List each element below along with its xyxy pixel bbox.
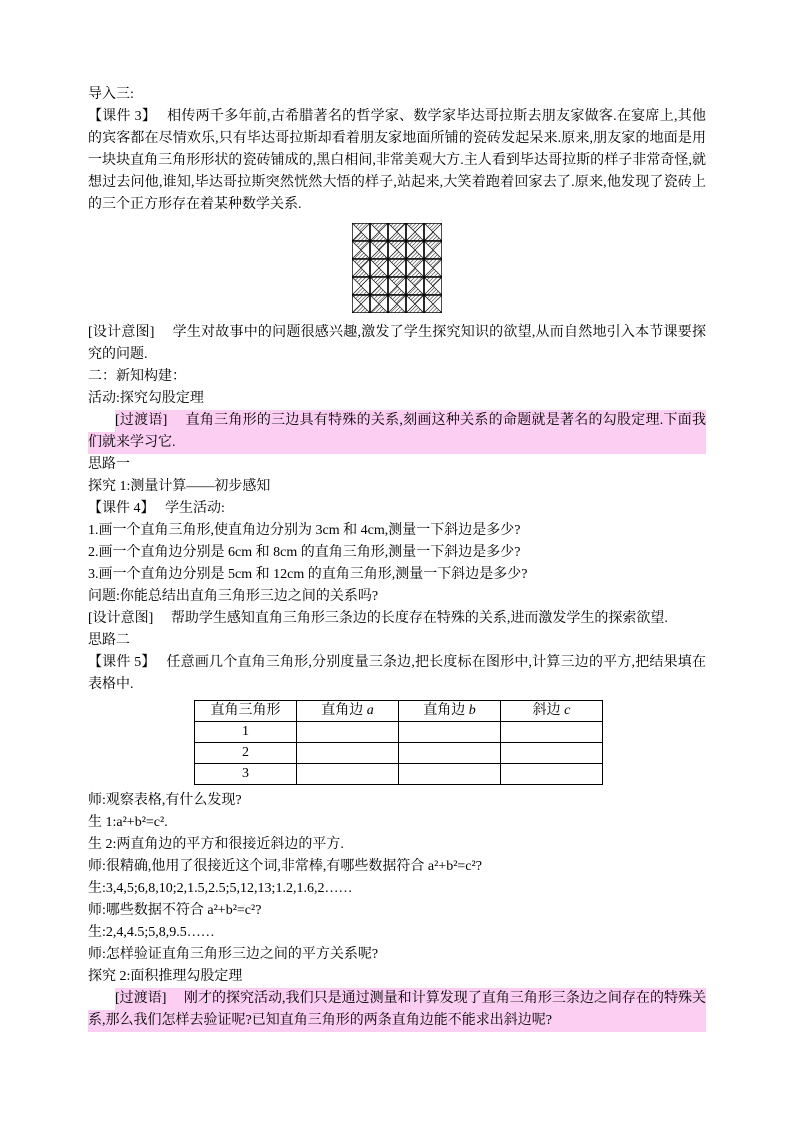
dialog-student-line: 生:2,4,4.5;5,8,9.5…… [88, 925, 215, 940]
task-2: 2.画一个直角边分别是 6cm 和 8cm 的直角三角形,测量一下斜边是多少? [88, 545, 521, 560]
table-cell-empty [501, 764, 603, 785]
document-page [88, 84, 706, 1032]
table-header-leg-b: 直角边 b [399, 701, 501, 722]
courseware5-paragraph: 【课件 5】 任意画几个直角三角形,分别度量三条边,把长度标在图形中,计算三边的平方,把结果填在表格中. [88, 655, 706, 692]
inquiry1-heading: 探究 1:测量计算——初步感知 [88, 479, 271, 494]
dialog-student-line: 生:3,4,5;6,8,10;2,1.5,2.5;5,12,13;1.2,1.6,2…… [88, 881, 353, 896]
table-cell-row-number: 1 [195, 722, 297, 743]
intro-heading: 导入三: [88, 87, 134, 102]
design-intent-2-paragraph: [设计意图] 帮助学生感知直角三角形三条边的长度存在特殊的关系,进而激发学生的探索欲望. [88, 611, 668, 626]
table-cell-empty [297, 743, 399, 764]
question-line: 问题:你能总结出直角三角形三边之间的关系吗? [88, 589, 379, 604]
table-header-leg-a: 直角边 a [297, 701, 399, 722]
table-header-row [195, 701, 603, 722]
courseware4-heading: 【课件 4】 学生活动: [88, 501, 225, 516]
task-3: 3.画一个直角边分别是 5cm 和 12cm 的直角三角形,测量一下斜边是多少? [88, 567, 528, 582]
task-1: 1.画一个直角三角形,使直角边分别为 3cm 和 4cm,测量一下斜边是多少? [88, 523, 521, 538]
transition-paragraph-1: [过渡语] 直角三角形的三边具有特殊的关系,刻画这种关系的命题就是著名的勾股定理.下面我们就来学习它. [88, 410, 706, 454]
inquiry2-heading: 探究 2:面积推理勾股定理 [88, 969, 243, 984]
dialog-student1-line: 生 1:a²+b²=c². [88, 815, 168, 830]
courseware3-story-paragraph: 【课件 3】 相传两千多年前,古希腊著名的哲学家、数学家毕达哥拉斯去朋友家做客.在宴席上,其他的宾客都在尽情欢乐,只有毕达哥拉斯却看着朋友家地面所铺的瓷砖发起呆来.原来,朋友家的地面是用一块块直角三角形形状的瓷砖铺成的,黑白相间,非常美观大方.主人看到毕达哥拉斯的样子非常奇怪,就想过去问他,谁知,毕达哥拉斯突然恍然大悟的样子,站起来,大笑着跑着回家去了.原来,他发现了瓷砖上的三个正方形存在着某种数学关系. [88, 109, 706, 212]
dialog-teacher-line: 师:观察表格,有什么发现? [88, 793, 242, 808]
table-header-triangle: 直角三角形 [195, 701, 297, 722]
table-row [195, 764, 603, 785]
table-cell-row-number: 2 [195, 743, 297, 764]
table-cell-empty [501, 722, 603, 743]
table-cell-empty [297, 764, 399, 785]
table-row [195, 743, 603, 764]
measurement-table [194, 700, 603, 785]
table-cell-empty [297, 722, 399, 743]
dialog-teacher-line: 师:哪些数据不符合 a²+b²=c²? [88, 903, 262, 918]
table-cell-empty [399, 743, 501, 764]
path1-heading: 思路一 [88, 457, 130, 472]
table-cell-empty [399, 764, 501, 785]
activity-heading: 活动:探究勾股定理 [88, 391, 204, 406]
table-header-hypotenuse-c: 斜边 c [501, 701, 603, 722]
section2-heading: 二：新知构建： [88, 369, 186, 384]
transition-paragraph-2: [过渡语] 刚才的探究活动,我们只是通过测量和计算发现了直角三角形三条边之间存在的特殊关系,那么我们怎样去验证呢?已知直角三角形的两条直角边能不能求出斜边呢? [88, 988, 706, 1032]
path2-heading: 思路二 [88, 633, 130, 648]
table-cell-empty [501, 743, 603, 764]
table-cell-empty [399, 722, 501, 743]
dialog-teacher-line: 师:很精确,他用了很接近这个词,非常棒,有哪些数据符合 a²+b²=c²? [88, 859, 482, 874]
pythagorean-tile-image [352, 223, 442, 313]
table-row [195, 722, 603, 743]
table-cell-row-number: 3 [195, 764, 297, 785]
dialog-student2-line: 生 2:两直角边的平方和很接近斜边的平方. [88, 837, 344, 852]
dialog-teacher-line: 师:怎样验证直角三角形三边之间的平方关系呢? [88, 947, 379, 962]
tile-figure-container [88, 223, 706, 315]
design-intent-1-paragraph: [设计意图] 学生对故事中的问题很感兴趣,激发了学生探究知识的欲望,从而自然地引入本节课要探究的问题. [88, 325, 706, 362]
